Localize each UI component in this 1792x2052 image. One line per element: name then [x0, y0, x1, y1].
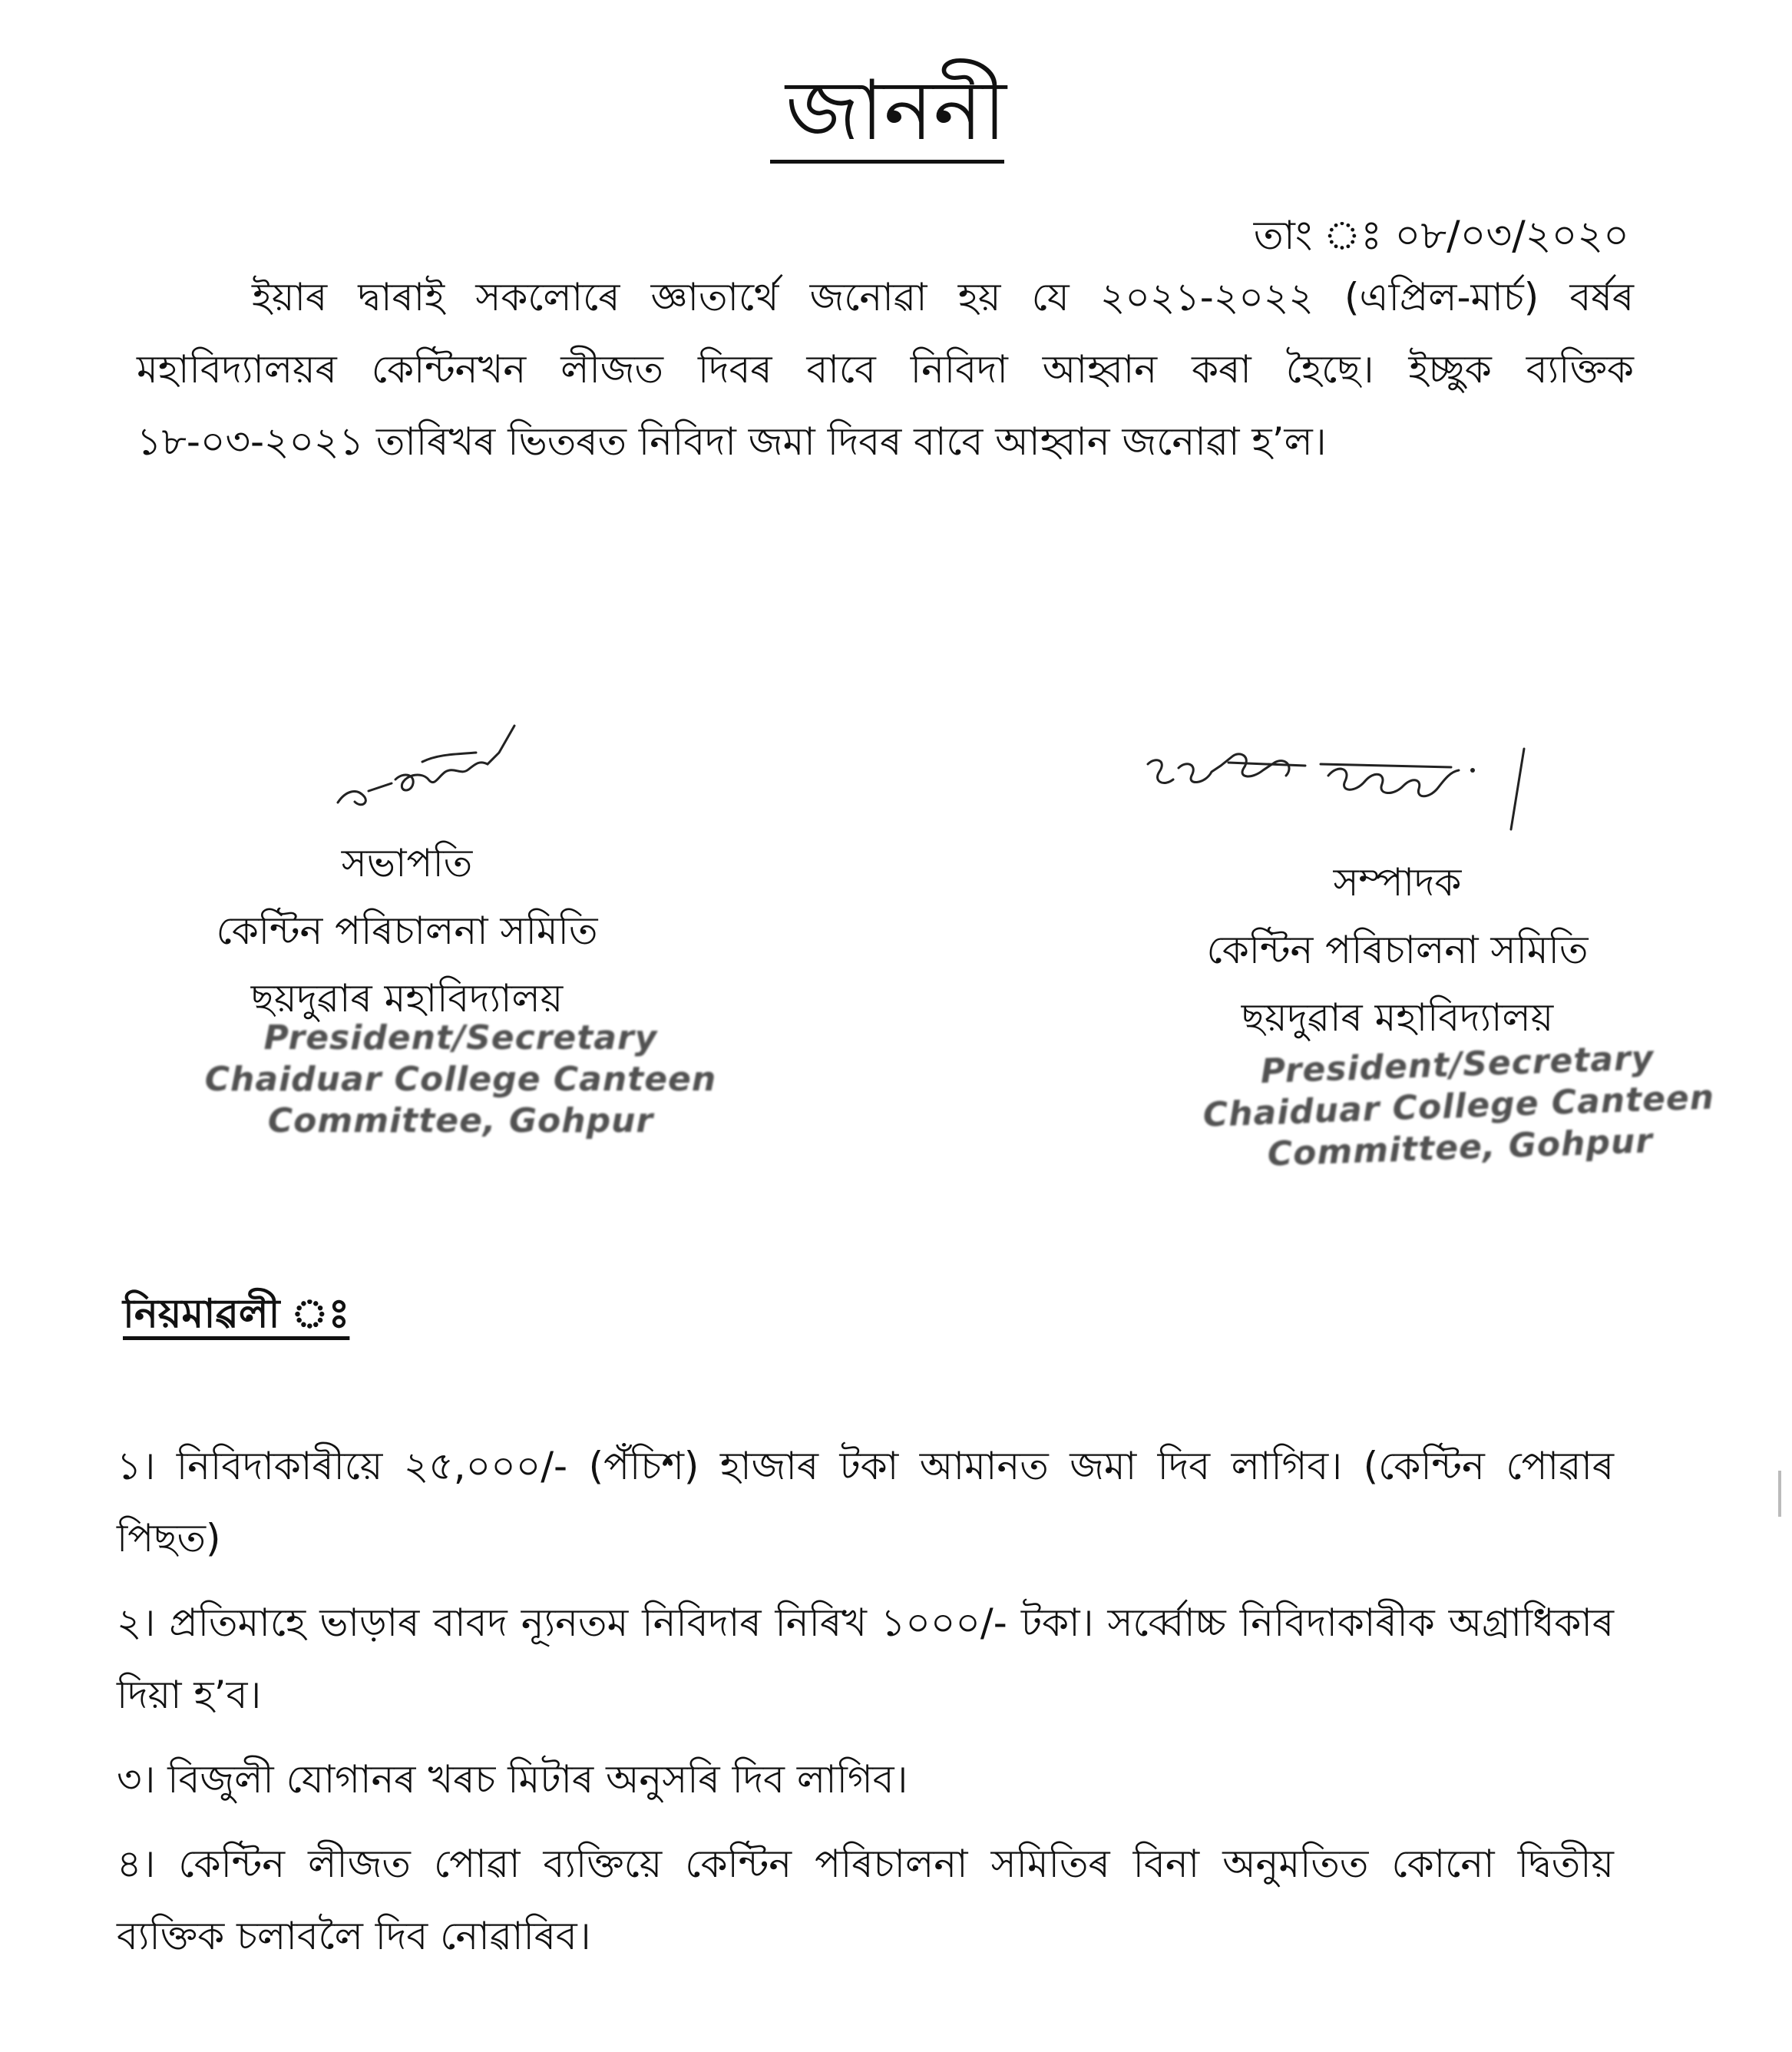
stamp-line: President/Secretary	[263, 1018, 658, 1057]
notice-date: তাং ঃ ০৮/০৩/২০২০	[1253, 213, 1629, 259]
stamp-line: Committee, Gohpur	[1266, 1121, 1654, 1174]
notice-title: জাননী	[785, 63, 1007, 159]
right-college: ছয়দুৱাৰ মহাবিদ্যালয়	[1241, 995, 1554, 1040]
stamp-line: Committee, Gohpur	[267, 1101, 654, 1140]
stamp-line: Chaiduar College Canteen	[204, 1060, 717, 1099]
left-signatory	[169, 829, 645, 1032]
rule-item: ৪। কেন্টিন লীজত পোৱা ব্যক্তিয়ে কেন্টিন পৰিচালনা সমিতিৰ বিনা অনুমতিত কোনো দ্বিতীয় ব্যক্তিক চলাবলৈ দিব নোৱাৰিব।	[117, 1842, 1614, 1958]
scan-margin-mark	[1778, 1471, 1781, 1517]
left-committee: কেন্টিন পৰিচালনা সমিতি	[216, 909, 598, 953]
left-designation: সভাপতি	[341, 841, 473, 885]
rule-item: ৩। বিজুলী যোগানৰ খৰচ মিটাৰ অনুসৰি দিব লাগিব।	[117, 1757, 908, 1802]
stamp-line: President/Secretary	[1259, 1038, 1655, 1091]
left-signature	[322, 707, 553, 829]
stamp-line: Chaiduar College Canteen	[1202, 1077, 1715, 1135]
rules-heading: নিয়মাৱলী ঃ	[123, 1291, 350, 1337]
right-signature	[1136, 733, 1551, 841]
right-designation: সম্পাদক	[1333, 860, 1462, 905]
rule-item: ২। প্রতিমাহে ভাড়াৰ বাবদ ন্যূনতম নিবিদাৰ নিৰিখ ১০০০/- টকা। সর্ব্বোচ্চ নিবিদাকাৰীক অগ্রাধিকাৰ দিয়া হ’ব।	[117, 1600, 1614, 1717]
rule-item: ১। নিবিদাকাৰীয়ে ২৫,০০০/- (পঁচিশ) হাজাৰ টকা আমানত জমা দিব লাগিব। (কেন্টিন পোৱাৰ পিছত)	[117, 1444, 1614, 1561]
right-official-stamp	[1180, 1034, 1737, 1178]
right-signatory	[1152, 849, 1643, 1051]
left-official-stamp	[192, 1018, 729, 1142]
notice-body: ইয়াৰ দ্বাৰাই সকলোৰে জ্ঞাতার্থে জনোৱা হয় যে ২০২১-২০২২ (এপ্রিল-মার্চ) বর্ষৰ মহাবিদ্যালয়ৰ কেন্টিনখন লীজত দিবৰ বাবে নিবিদা আহ্বান কৰা হৈছে। ইচ্ছুক ব্যক্তিক ১৮-০৩-২০২১ তাৰিখৰ ভিতৰত নিবিদা জমা দিবৰ বাবে আহ্বান জনোৱা হ’ল।	[137, 275, 1634, 464]
left-college: ছয়দুৱাৰ মহাবিদ্যালয়	[250, 976, 564, 1021]
right-committee: কেন্টিন পৰিচালনা সমিতি	[1206, 928, 1589, 972]
rules-list	[117, 1430, 1614, 1984]
title-underline	[770, 160, 1004, 164]
